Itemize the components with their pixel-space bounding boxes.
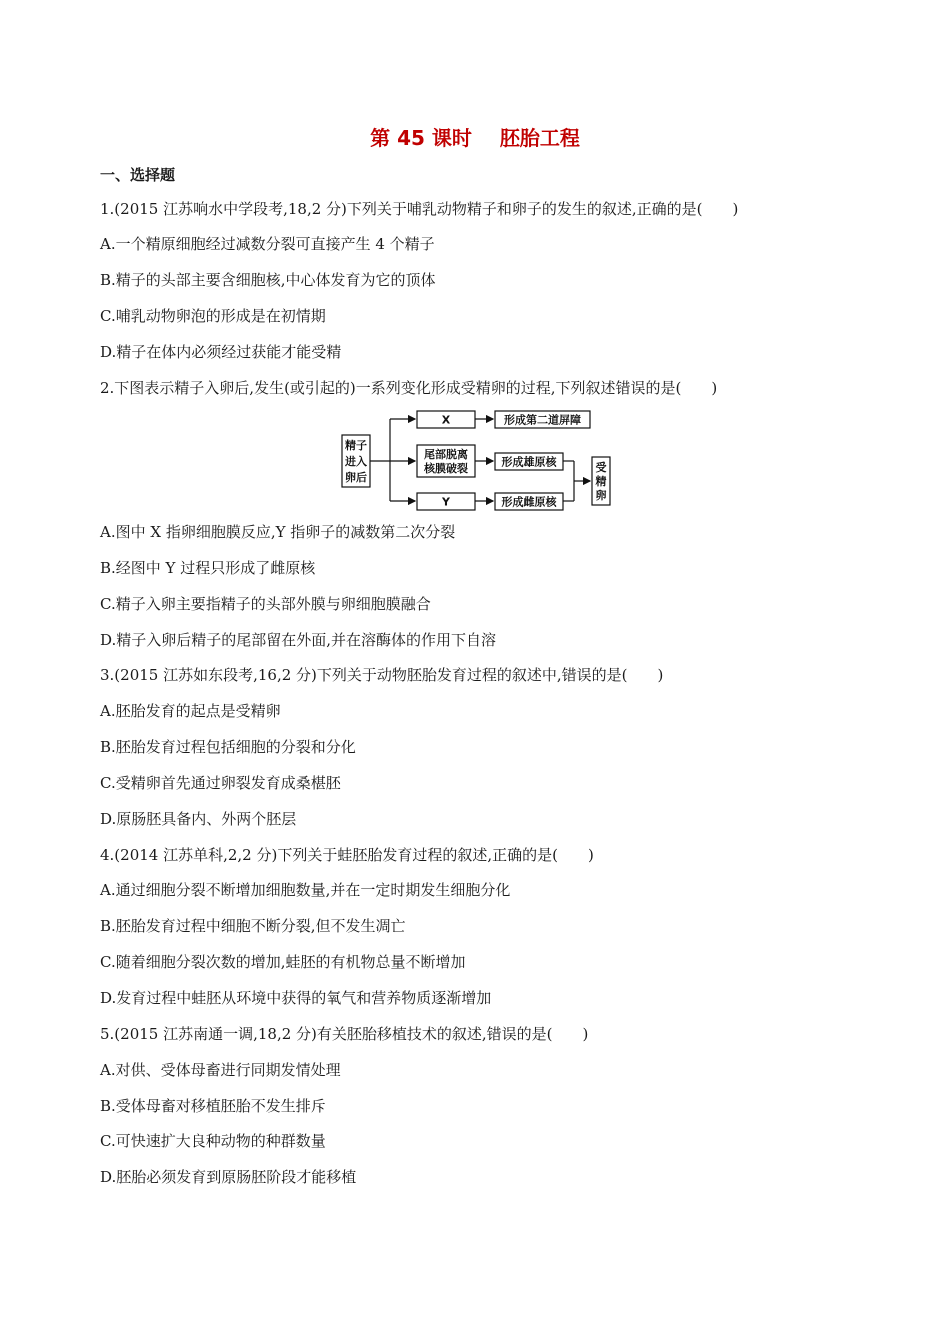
section-heading: 一、选择题 (100, 166, 176, 184)
page-title (0, 122, 950, 151)
question-5-option-d: D.胚胎必须发育到原肠胚阶段才能移植 (100, 1168, 357, 1186)
question-4-stem: 4.(2014 江苏单科,2,2 分)下列关于蛙胚胎发育过程的叙述,正确的是( ) (100, 846, 594, 864)
label-zygote-1: 受 (595, 461, 607, 474)
question-4-option-d: D.发育过程中蛙胚从环境中获得的氧气和营养物质逐渐增加 (100, 989, 492, 1007)
title-topic: 胚胎工程 (499, 126, 580, 150)
question-2-option-a: A.图中 X 指卵细胞膜反应,Y 指卵子的减数第二次分裂 (100, 523, 456, 541)
label-x: X (441, 413, 451, 427)
label-zygote-2: 精 (595, 475, 607, 488)
label-zygote-3: 卵 (595, 489, 607, 502)
question-3-option-d: D.原肠胚具备内、外两个胚层 (100, 810, 297, 828)
question-2-option-c: C.精子入卵主要指精子的头部外膜与卵细胞膜融合 (100, 595, 431, 613)
question-5-stem: 5.(2015 江苏南通一调,18,2 分)有关胚胎移植技术的叙述,错误的是( ) (100, 1025, 589, 1043)
label-start-3: 卵后 (345, 471, 367, 484)
question-2-option-b: B.经图中 Y 过程只形成了雌原核 (100, 559, 316, 577)
question-3-option-b: B.胚胎发育过程包括细胞的分裂和分化 (100, 738, 356, 756)
question-1-option-c: C.哺乳动物卵泡的形成是在初情期 (100, 307, 326, 325)
label-second-barrier: 形成第二道屏障 (504, 413, 581, 427)
question-1-option-d: D.精子在体内必须经过获能才能受精 (100, 343, 342, 361)
label-y: Y (442, 495, 450, 509)
question-4-option-b: B.胚胎发育过程中细胞不断分裂,但不发生凋亡 (100, 917, 406, 935)
title-lesson: 第 45 课时 (370, 126, 472, 150)
label-male-pronucleus: 形成雄原核 (501, 455, 557, 469)
question-4-option-c: C.随着细胞分裂次数的增加,蛙胚的有机物总量不断增加 (100, 953, 466, 971)
question-5-option-a: A.对供、受体母畜进行同期发情处理 (100, 1061, 341, 1079)
question-3-stem: 3.(2015 江苏如东段考,16,2 分)下列关于动物胚胎发育过程的叙述中,错误的是( ) (100, 666, 664, 684)
question-1-option-a: A.一个精原细胞经过减数分裂可直接产生 4 个精子 (100, 235, 435, 253)
question-2-stem: 2.下图表示精子入卵后,发生(或引起的)一系列变化形成受精卵的过程,下列叙述错误的是( ) (100, 379, 718, 397)
label-membrane-break: 核膜破裂 (424, 462, 468, 475)
question-2-option-d: D.精子入卵后精子的尾部留在外面,并在溶酶体的作用下自溶 (100, 631, 497, 649)
label-female-pronucleus: 形成雌原核 (501, 495, 557, 509)
question-5-option-c: C.可快速扩大良种动物的种群数量 (100, 1132, 326, 1150)
question-1-stem: 1.(2015 江苏响水中学段考,18,2 分)下列关于哺乳动物精子和卵子的发生的叙述,正确的是( ) (100, 200, 739, 218)
question-4-option-a: A.通过细胞分裂不断增加细胞数量,并在一定时期发生细胞分化 (100, 881, 511, 899)
question-5-option-b: B.受体母畜对移植胚胎不发生排斥 (100, 1097, 326, 1115)
question-1-option-b: B.精子的头部主要含细胞核,中心体发育为它的顶体 (100, 271, 436, 289)
label-tail-detach: 尾部脱离 (424, 448, 468, 461)
question-3-option-c: C.受精卵首先通过卵裂发育成桑椹胚 (100, 774, 341, 792)
label-start-1: 精子 (345, 439, 367, 452)
label-start-2: 进入 (345, 455, 367, 468)
fertilization-diagram (338, 407, 638, 513)
question-3-option-a: A.胚胎发育的起点是受精卵 (100, 702, 281, 720)
